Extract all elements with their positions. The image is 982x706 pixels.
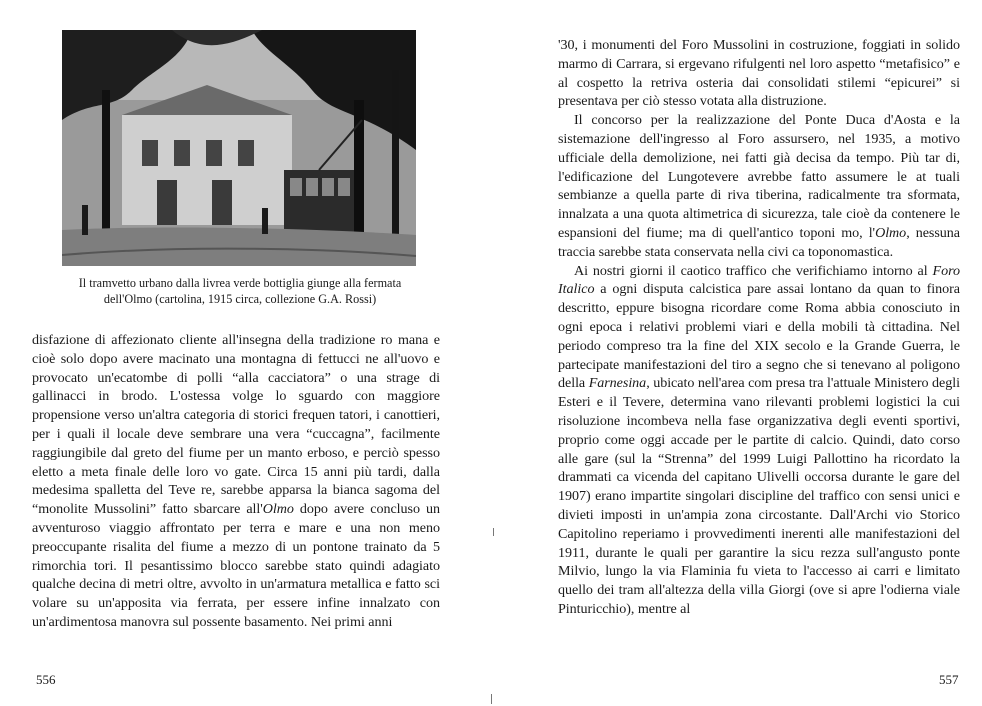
- text-line: gate. Circa 15 anni più tardi, dalla medesima spalletta del Teve: [32, 463, 440, 499]
- left-page-body-text: [32, 331, 440, 632]
- photo-illustration: [62, 30, 416, 266]
- text-line: '30, i monumenti del Foro Mussolini in costruzione, foggiati in: [558, 37, 922, 53]
- text-line: nella fase organizzativa degli eventi sportivi, proprio come oggi: [558, 412, 960, 448]
- text-line: tatori, i canottieri, per i quali il locale deve sembrare una vera: [32, 407, 441, 442]
- text-line: di, l'edificazione del Lungotevere avrebbe fatto assumere le at: [558, 149, 961, 185]
- text-line: a ogni disputa calcistica pare assai lontano da quan: [594, 281, 905, 298]
- paragraph: [32, 331, 440, 632]
- text-line: da contenere le espansioni del fiume; ma di quell'antico toponi: [558, 206, 960, 241]
- text-line: un'ardimentosa manovra sul possente basamento. Nei primi anni: [32, 613, 393, 630]
- text-line: tuali sembianze a quella parte di riva tiberina, radicalmente tra: [558, 168, 960, 204]
- text-line: mana e cioè solo dopo avere macinato una montagna di fettucci: [32, 332, 440, 367]
- text-line: presa tra l'attuale Ministero degli Esteri e il Tevere, determina: [558, 375, 960, 411]
- text-line: “epicurei” si presentava per ciò stesso votata alla distruzione.: [558, 74, 960, 110]
- text-line: si tenevano al poligono della: [558, 356, 960, 392]
- caption-line: dell'Olmo (cartolina, 1915 circa, collezione G.A. Rossi): [103, 291, 377, 306]
- text-line: accade per le partite di calcio. Quindi, dato corso alle gare (sul: [558, 431, 960, 467]
- text-line: maggiore propensione verso un'altra categoria di storici frequen: [32, 388, 440, 424]
- historical-photo-tram-olmo: [62, 30, 416, 266]
- text-line: viaggio affrontato per terra e mare e una non meno preoccupante: [32, 519, 440, 555]
- text-line: risalita del fiume a mezzo di un pontone trainato da 5 rimorchia: [32, 538, 440, 574]
- text-line: tà cittadina. Nel periodo compreso tra la fine del XIX secolo e la: [558, 318, 961, 354]
- text-line: mo, l': [841, 224, 876, 241]
- text-line: re, sarebbe apparsa la bianca sagoma del “monolite Mussolini”: [32, 482, 440, 518]
- text-line: Ai nostri giorni il caotico traffico che verifichiamo intorno al: [574, 262, 928, 279]
- text-line: sistemazione dell'ingresso al Foro assursero, nel 1935, a motivo: [558, 130, 960, 147]
- italic-placename: Olmo: [875, 224, 907, 241]
- text-line: Il concorso per la realizzazione del Ponte Duca d'Aosta e la: [574, 112, 960, 129]
- paragraph: [558, 36, 960, 111]
- text-line: volare su un'apposita via ferrata, per essere infine innalzato con: [32, 595, 440, 612]
- right-page-body-text: [558, 36, 960, 619]
- text-line: “metafisico” e al cospetto la retriva osteria dai consolidati stilemi: [558, 55, 960, 91]
- text-line: la “Strenna” del 1999 Luigi Pallottino ha ricordato la drammati: [558, 450, 960, 486]
- text-line: tori. Il pesantissimo blocco sarebbe stato quindi adagiato qualche: [32, 557, 440, 593]
- caption-line: Il tramvetto urbano dalla livrea verde bottiglia giunge alla fermata: [78, 276, 402, 290]
- text-line: dopo avere concluso un avventuroso: [32, 501, 440, 536]
- text-line: ne all'uovo e provocato un'ecatombe di polli “alla cacciatora” o: [32, 350, 440, 386]
- text-line: 1907) erano impartite singolari discipline del traffico con sensi: [558, 488, 917, 505]
- page-number-right: 557: [939, 672, 959, 687]
- text-line: unici e divieti imposti in un'ampia zona circostante. Dall'Archi: [558, 488, 960, 523]
- text-line: , ubicato nell'area com: [646, 375, 773, 392]
- text-line: una strage di gallinacci in brodo. L'ostessa volge lo sguardo con: [32, 369, 440, 405]
- text-line: ca toponomastica.: [792, 243, 894, 260]
- text-line: Grande Guerra, le partecipate manifestazioni del tiro a segno che: [558, 337, 960, 373]
- page-number-left: 556: [36, 672, 56, 687]
- text-line: decina di metri oltre, avvolto in un'armatura metallica e fatto sci: [79, 576, 440, 593]
- text-line: to l'accesso ai carri e limitato quello dei tram all'altezza della: [558, 563, 960, 599]
- text-line: vio Storico Capitolino reperiamo i provvedimenti inerenti alle: [558, 506, 960, 542]
- text-line: conosciuto in ogni epoca i relativi problemi viari e della mobili: [558, 300, 960, 335]
- text-line: sformata, innalzata a una quota altimetrica di sicurezza, tale cioè: [558, 187, 960, 223]
- text-line: ca vicenda del capitano Ulivelli occorsa durante le gare del: [616, 469, 960, 486]
- photo-caption: [45, 276, 435, 307]
- italic-placename: Olmo: [262, 501, 294, 518]
- text-line: “cuccagna”, facilmente raggiungibile dal greto del fiume per un: [32, 425, 440, 461]
- paragraph: [558, 262, 960, 619]
- text-line: vano rilevanti problemi logistici la cui risoluzione incombeva: [558, 394, 960, 429]
- italic-placename: Foro Italico: [558, 262, 960, 298]
- text-line: to finora descritto, eppure bisogna ricordare come Roma abbia: [558, 281, 960, 317]
- paragraph: [558, 111, 960, 261]
- text-line: rezza sull'angusto ponte Milvio, lungo la via Flaminia fu vieta: [558, 544, 960, 580]
- text-line: villa Giorgi (ove si apre l'odierna viale Pinturicchio), mentre al: [558, 582, 960, 617]
- text-line: , nessuna traccia sarebbe stata conservata nella civi: [558, 224, 960, 260]
- text-line: fatto sbarcare all': [162, 501, 263, 518]
- text-line: manifestazioni del 1911, durante le quali per garantire la sicu: [558, 525, 960, 561]
- text-line: manto erboso, e perciò spesso eletto a meta finale delle loro vo: [32, 444, 440, 480]
- text-line: disfazione di affezionato cliente all'insegna della tradizione ro: [32, 332, 393, 348]
- text-line: solido marmo di Carrara, si ergevano rifulgenti nel loro aspetto: [558, 37, 960, 72]
- italic-placename: Farnesina: [588, 375, 647, 392]
- text-line: ufficiale della demolizione, nei fatti già decisa da tempo. Più tar: [558, 149, 940, 166]
